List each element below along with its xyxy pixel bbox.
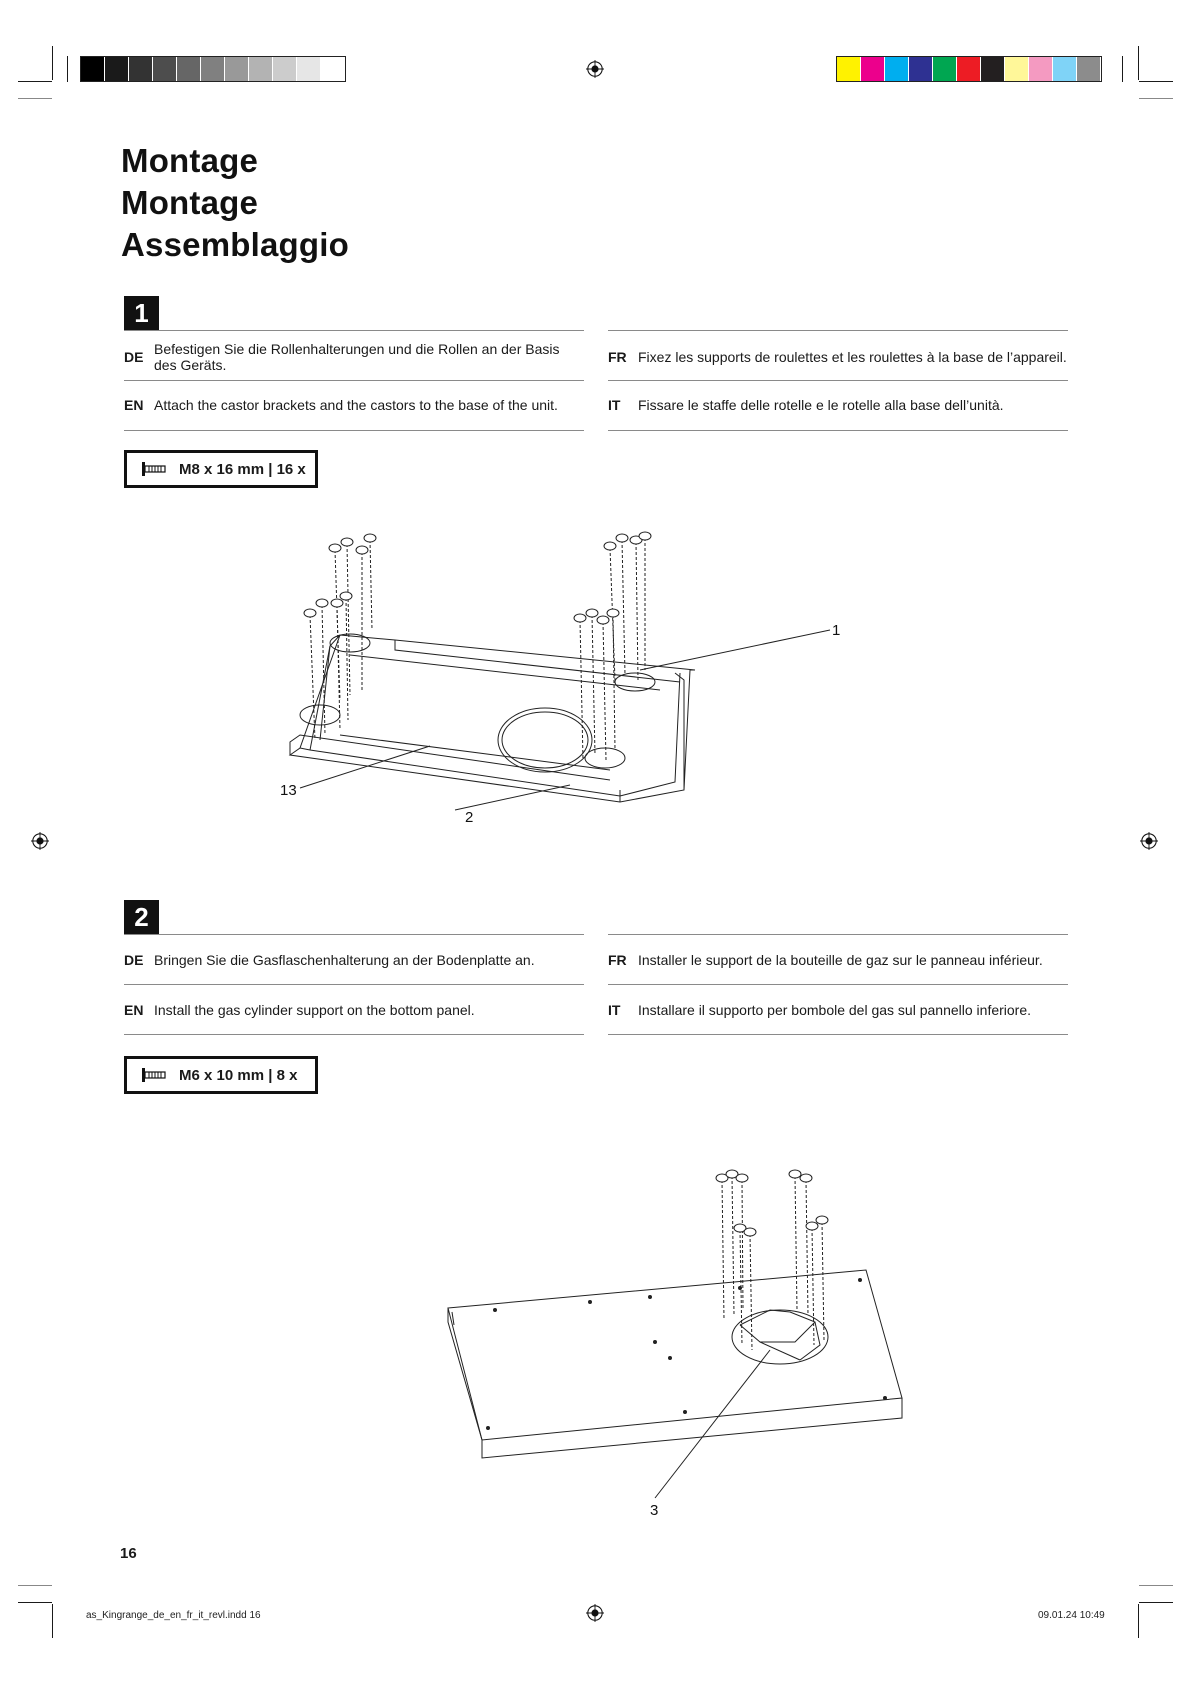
color-swatch bbox=[129, 57, 153, 81]
color-swatch bbox=[297, 57, 321, 81]
registration-mark-icon bbox=[586, 1604, 604, 1622]
divider bbox=[124, 430, 584, 431]
crop-mark bbox=[18, 81, 52, 82]
crop-mark bbox=[1139, 1602, 1173, 1603]
color-swatch bbox=[885, 57, 909, 81]
registration-mark-icon bbox=[31, 832, 49, 850]
page-number: 16 bbox=[120, 1545, 137, 1562]
divider bbox=[608, 380, 1068, 381]
instruction-it bbox=[608, 990, 1068, 1030]
grayscale-bar bbox=[80, 56, 346, 82]
color-swatch bbox=[153, 57, 177, 81]
lang-code: DE bbox=[124, 952, 144, 968]
divider bbox=[124, 380, 584, 381]
lang-code: FR bbox=[608, 952, 627, 968]
color-swatch bbox=[1029, 57, 1053, 81]
footer-date: 09.01.24 10:49 bbox=[1038, 1610, 1105, 1621]
instruction-text: Attach the castor brackets and the castors to the base of the unit. bbox=[154, 397, 558, 413]
crop-mark bbox=[18, 1585, 52, 1586]
screw-spec-text: M6 x 10 mm | 8 x bbox=[179, 1066, 298, 1084]
lang-code: DE bbox=[124, 349, 144, 365]
instruction-text: Fissare le staffe delle rotelle e le rotelle alla base dell’unità. bbox=[638, 397, 1004, 413]
lang-code: EN bbox=[124, 397, 144, 413]
divider bbox=[124, 934, 584, 935]
instruction-text: Bringen Sie die Gasflaschenhalterung an der Bodenplatte an. bbox=[154, 952, 535, 968]
lang-code: FR bbox=[608, 349, 627, 365]
divider bbox=[608, 984, 1068, 985]
page-title-de: Montage bbox=[121, 142, 259, 179]
callout-label: 13 bbox=[280, 782, 297, 799]
color-swatch bbox=[201, 57, 225, 81]
crop-mark bbox=[1138, 46, 1139, 80]
crop-mark bbox=[1138, 1604, 1139, 1638]
screw-icon bbox=[141, 1066, 167, 1084]
crop-mark bbox=[18, 98, 52, 99]
color-swatch bbox=[1005, 57, 1029, 81]
color-swatch bbox=[321, 57, 345, 81]
lang-code: EN bbox=[124, 1002, 144, 1018]
registration-mark-icon bbox=[586, 60, 604, 78]
color-swatch bbox=[249, 57, 273, 81]
color-swatch bbox=[957, 57, 981, 81]
color-swatch bbox=[933, 57, 957, 81]
color-swatch bbox=[273, 57, 297, 81]
divider bbox=[124, 1034, 584, 1035]
screw-icon bbox=[141, 460, 167, 478]
color-swatch bbox=[225, 57, 249, 81]
color-swatch bbox=[1053, 57, 1077, 81]
instruction-text: Installer le support de la bouteille de gaz sur le panneau inférieur. bbox=[638, 952, 1043, 968]
crop-mark bbox=[52, 1604, 53, 1638]
divider bbox=[608, 934, 1068, 935]
assembly-diagram-panel bbox=[440, 1130, 920, 1520]
lang-code: IT bbox=[608, 397, 621, 413]
divider bbox=[608, 430, 1068, 431]
divider bbox=[124, 984, 584, 985]
crop-mark bbox=[52, 46, 53, 80]
assembly-diagram-frame bbox=[280, 510, 880, 840]
instruction-text: Install the gas cylinder support on the bottom panel. bbox=[154, 1002, 475, 1018]
step-number-box: 1 bbox=[124, 296, 159, 331]
color-bar bbox=[836, 56, 1102, 82]
color-swatch bbox=[909, 57, 933, 81]
screw-spec-box bbox=[124, 1056, 318, 1094]
color-swatch bbox=[177, 57, 201, 81]
callout-label: 1 bbox=[832, 622, 841, 639]
crop-mark bbox=[1139, 1585, 1173, 1586]
instruction-en bbox=[124, 990, 584, 1030]
color-swatch bbox=[1077, 57, 1101, 81]
instruction-text: Befestigen Sie die Rollenhalterungen und die Rollen an der Basis des Geräts. bbox=[154, 341, 560, 373]
color-swatch bbox=[837, 57, 861, 81]
color-swatch bbox=[861, 57, 885, 81]
divider bbox=[608, 330, 1068, 331]
step-number-box: 2 bbox=[124, 900, 159, 935]
footer-file-info: as_Kingrange_de_en_fr_it_revl.indd 16 bbox=[86, 1610, 261, 1621]
color-swatch bbox=[981, 57, 1005, 81]
crop-mark bbox=[18, 1602, 52, 1603]
instruction-text: Fixez les supports de roulettes et les roulettes à la base de l’appareil. bbox=[638, 349, 1067, 365]
crop-mark bbox=[67, 56, 68, 82]
color-swatch bbox=[81, 57, 105, 81]
instruction-en bbox=[124, 384, 584, 426]
callout-label: 3 bbox=[650, 1502, 659, 1519]
instruction-fr bbox=[608, 940, 1068, 980]
color-swatch bbox=[105, 57, 129, 81]
divider bbox=[124, 330, 584, 331]
instruction-de bbox=[124, 940, 584, 980]
crop-mark bbox=[1122, 56, 1123, 82]
instruction-text: Installare il supporto per bombole del gas sul pannello inferiore. bbox=[638, 1002, 1032, 1018]
crop-mark bbox=[1139, 81, 1173, 82]
screw-spec-text: M8 x 16 mm | 16 x bbox=[179, 460, 306, 478]
page-title-it: Assemblaggio bbox=[121, 226, 349, 263]
instruction-de bbox=[124, 336, 584, 378]
divider bbox=[608, 1034, 1068, 1035]
page-title-fr: Montage bbox=[121, 184, 259, 221]
registration-mark-icon bbox=[1140, 832, 1158, 850]
lang-code: IT bbox=[608, 1002, 621, 1018]
callout-label: 2 bbox=[465, 809, 474, 826]
crop-mark bbox=[1139, 98, 1173, 99]
instruction-fr bbox=[608, 336, 1068, 378]
screw-spec-box bbox=[124, 450, 318, 488]
instruction-it bbox=[608, 384, 1068, 426]
